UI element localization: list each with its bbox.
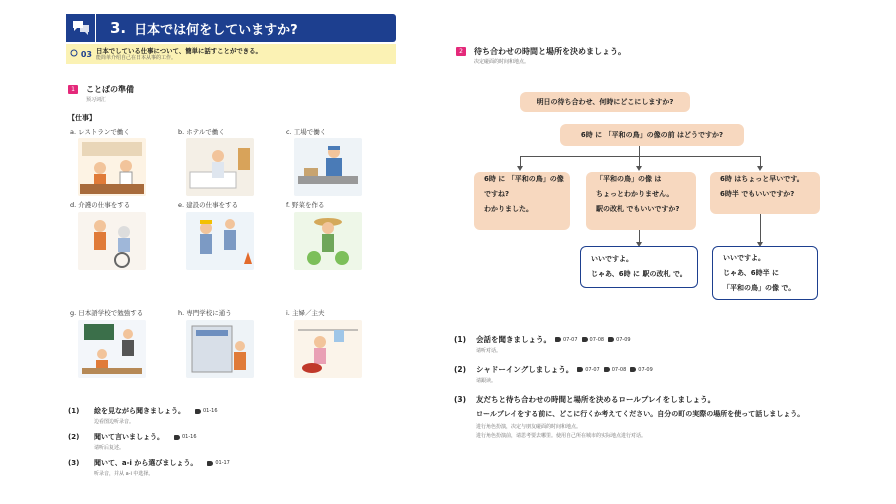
hotel-illustration bbox=[186, 138, 254, 196]
speaker-icon bbox=[582, 337, 588, 342]
section-2-heading bbox=[456, 46, 626, 57]
audio-track-button[interactable]: 07-07 bbox=[555, 337, 578, 343]
question-1-translation: 请听对话。 bbox=[476, 348, 502, 354]
question-3-translation-1: 进行角色扮演，决定与朋友碰面的时间和地点。 bbox=[476, 424, 582, 430]
speech-bubbles-icon bbox=[66, 14, 96, 42]
connector-line bbox=[520, 156, 760, 157]
question-1: (1) 絵を見ながら聞きましょう。 01-16 bbox=[68, 407, 218, 415]
question-2: (2) 聞いて言いましょう。 01-16 bbox=[68, 433, 197, 441]
construction-illustration bbox=[186, 212, 254, 270]
connector-line bbox=[639, 230, 640, 242]
picture-label-b: b. ホテルで働く bbox=[178, 128, 225, 136]
reply-bubble-c: いいですよ。 じゃあ、6時半 に 「平和の鳥」の像 で。 bbox=[712, 246, 818, 300]
goal-translation: 能简单介绍自己在日本从事的工作。 bbox=[96, 55, 177, 61]
question-2-translation: 请跟读。 bbox=[476, 378, 497, 384]
arrow-down-icon bbox=[757, 166, 763, 171]
speaker-icon bbox=[555, 337, 561, 342]
audio-track-button[interactable]: 01-16 bbox=[174, 434, 197, 440]
farming-illustration bbox=[294, 212, 362, 270]
section-number: 1 bbox=[68, 85, 78, 94]
question-2-translation: 请听后复述。 bbox=[94, 445, 125, 451]
question-1-translation: 边看图边听录音。 bbox=[94, 419, 135, 425]
section-title: ことばの準備 bbox=[86, 85, 134, 94]
audio-track-button[interactable]: 07-07 bbox=[577, 367, 600, 373]
connector-line bbox=[760, 214, 761, 242]
question-3: (3) 友だちと待ち合わせの時間と場所を決めるロールプレイをしましょう。 bbox=[454, 395, 716, 404]
section-title: 待ち合わせの時間と場所を決めましょう。 bbox=[474, 47, 626, 56]
audio-track-button[interactable]: 01-17 bbox=[207, 460, 230, 466]
section-subtitle: 预习词汇 bbox=[86, 97, 107, 103]
can-do-icon bbox=[70, 49, 78, 57]
connector-line bbox=[520, 156, 521, 166]
section-subtitle: 决定碰面的时间和地点。 bbox=[474, 59, 530, 65]
audio-track-button[interactable]: 07-08 bbox=[582, 337, 605, 343]
arrow-down-icon bbox=[517, 166, 523, 171]
vocational-school-illustration bbox=[186, 320, 254, 378]
audio-track-button[interactable]: 07-09 bbox=[608, 337, 631, 343]
goal-text: 日本でしている仕事について、簡単に話すことができる。 bbox=[96, 47, 262, 55]
speaker-icon bbox=[630, 367, 636, 372]
question-3-text: 友だちと待ち合わせの時間と場所を決めるロールプレイをしましょう。 bbox=[476, 395, 716, 404]
audio-track-button[interactable]: 01-16 bbox=[195, 408, 218, 414]
connector-line bbox=[639, 146, 640, 156]
lesson-number: 3. bbox=[110, 19, 127, 37]
lesson-header bbox=[66, 14, 396, 42]
speaker-icon bbox=[577, 367, 583, 372]
picture-label-g: g. 日本語学校で勉強する bbox=[70, 309, 144, 317]
speaker-icon bbox=[604, 367, 610, 372]
question-2-text: 聞いて言いましょう。 bbox=[94, 433, 164, 441]
question-1-text: 会話を聞きましょう。 bbox=[476, 335, 551, 344]
connector-line bbox=[760, 156, 761, 166]
speaker-icon bbox=[174, 435, 180, 440]
picture-label-a: a. レストランで働く bbox=[70, 128, 130, 136]
picture-label-c: c. 工場で働く bbox=[286, 128, 327, 136]
goal-tag: 03 bbox=[66, 49, 96, 59]
dialogue-bubble-top: 明日の待ち合わせ、何時にどこにしますか? bbox=[520, 92, 690, 112]
section-number: 2 bbox=[456, 47, 466, 56]
question-2-text: シャドーイングしましょう。 bbox=[476, 365, 574, 374]
right-page bbox=[450, 0, 850, 504]
goal-bar bbox=[66, 44, 396, 64]
response-bubble-b: 「平和の鳥」の像 は ちょっとわかりません。 駅の改札 でもいいですか? bbox=[586, 172, 696, 230]
factory-illustration bbox=[294, 138, 362, 196]
caregiving-illustration bbox=[78, 212, 146, 270]
connector-line bbox=[639, 156, 640, 166]
left-page bbox=[58, 0, 398, 504]
speaker-icon bbox=[207, 461, 213, 466]
picture-label-h: h. 専門学校に通う bbox=[178, 309, 232, 317]
question-3-instruction: ロールプレイをする前に、どこに行くか考えてください。自分の町の実際の場所を使って話しましょう。 bbox=[476, 410, 805, 418]
audio-track-button[interactable]: 07-09 bbox=[630, 367, 653, 373]
question-3-translation-2: 进行角色扮演前，请思考要去哪里。使用自己所在城市的实际地点进行对话。 bbox=[476, 433, 647, 439]
category-label: 【仕事】 bbox=[68, 114, 96, 122]
picture-label-f: f. 野菜を作る bbox=[286, 201, 325, 209]
question-2: (2) シャドーイングしましょう。 07-07 07-08 07-09 bbox=[454, 365, 653, 374]
speaker-icon bbox=[195, 409, 201, 414]
picture-label-e: e. 建設の仕事をする bbox=[178, 201, 239, 209]
question-3: (3) 聞いて、a-i から選びましょう。 01-17 bbox=[68, 459, 230, 467]
audio-track-button[interactable]: 07-08 bbox=[604, 367, 627, 373]
lesson-title: 日本では何をしていますか? bbox=[134, 22, 298, 38]
response-bubble-c: 6時 はちょっと早いです。 6時半 でもいいですか? bbox=[710, 172, 820, 214]
arrow-down-icon bbox=[636, 166, 642, 171]
question-3-translation: 听录音，并从 a-i 中选择。 bbox=[94, 471, 154, 477]
reply-bubble-b: いいですよ。 じゃあ、6時 に 駅の改札 で。 bbox=[580, 246, 698, 288]
question-3-text: 聞いて、a-i から選びましょう。 bbox=[94, 459, 198, 467]
dialogue-bubble-proposal: 6時 に 「平和の鳥」の像の前 はどうですか? bbox=[560, 124, 744, 146]
language-school-illustration bbox=[78, 320, 146, 378]
homemaker-illustration bbox=[294, 320, 362, 378]
picture-label-d: d. 介護の仕事をする bbox=[70, 201, 131, 209]
restaurant-illustration bbox=[78, 138, 146, 196]
speaker-icon bbox=[608, 337, 614, 342]
response-bubble-a: 6時 に 「平和の鳥」の像 ですね? わかりました。 bbox=[474, 172, 570, 230]
picture-label-i: i. 主婦／主夫 bbox=[286, 309, 325, 317]
section-1-heading bbox=[68, 84, 134, 95]
question-1: (1) 会話を聞きましょう。 07-07 07-08 07-09 bbox=[454, 335, 631, 344]
question-1-text: 絵を見ながら聞きましょう。 bbox=[94, 407, 185, 415]
